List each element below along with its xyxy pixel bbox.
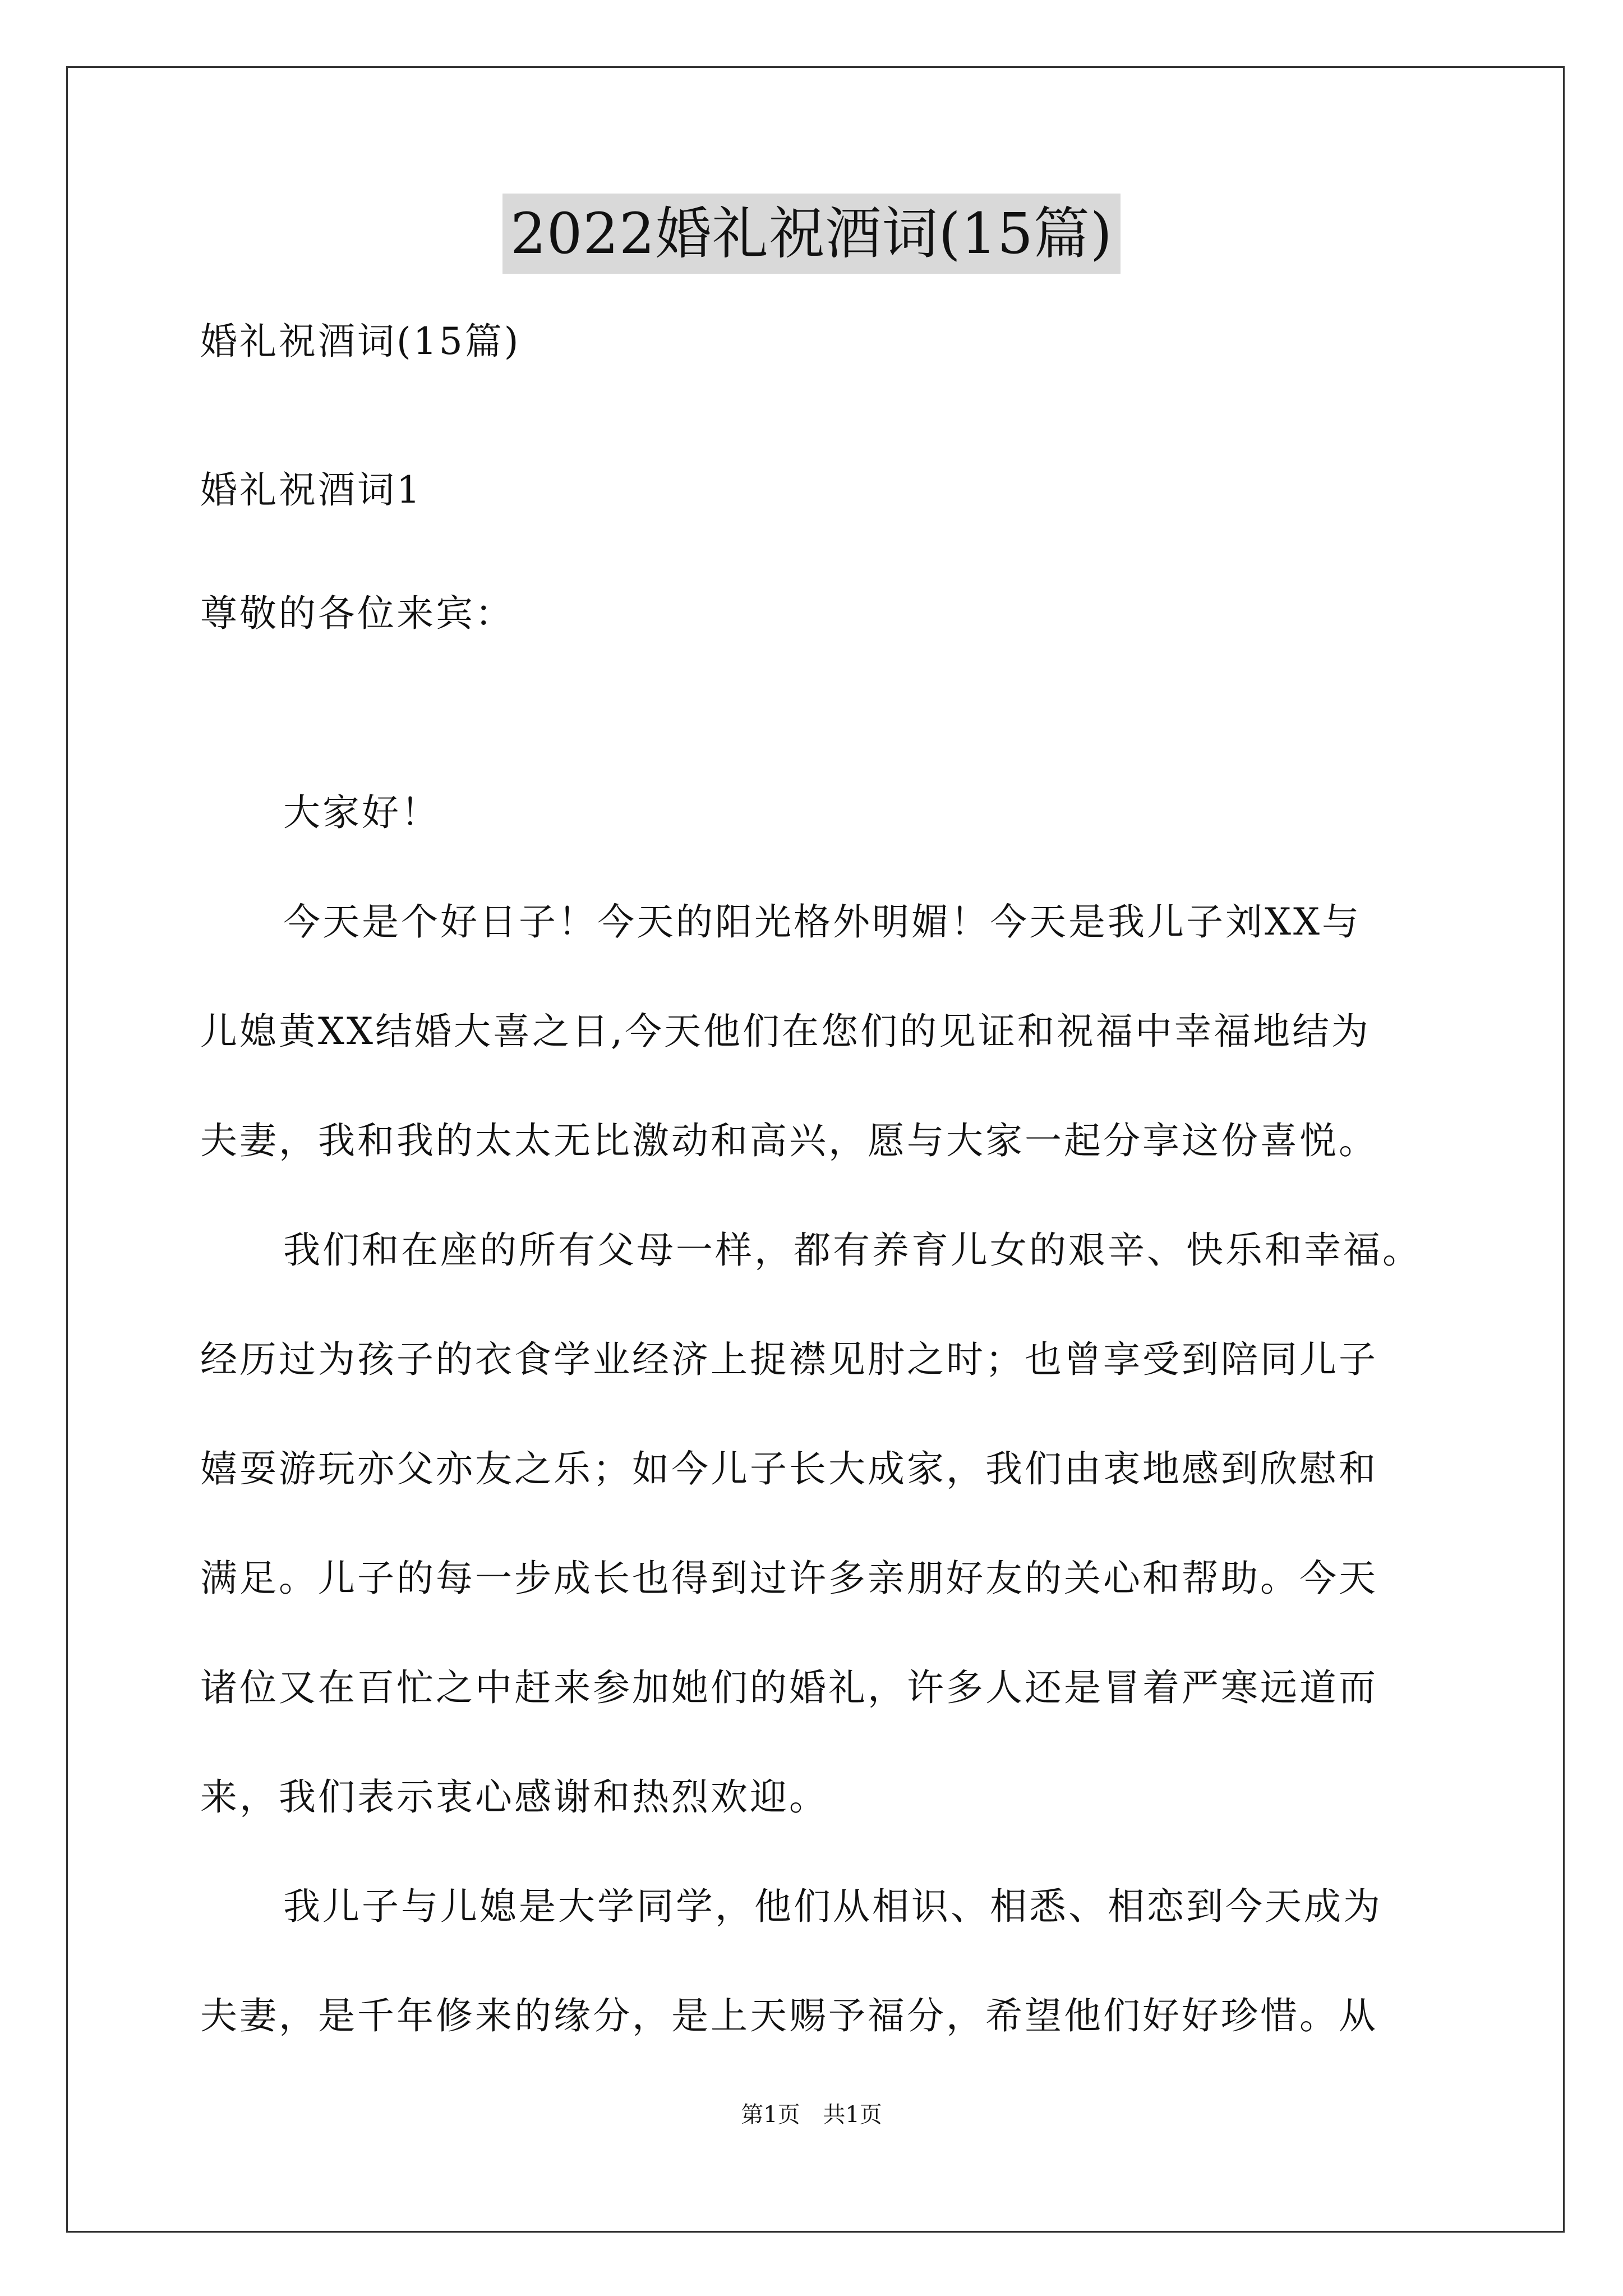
page-total: 共1页 [823, 2102, 882, 2128]
page-number: 第1页 [741, 2102, 800, 2128]
title-container [0, 194, 1623, 274]
text-line: 婚礼祝酒词1 [200, 468, 422, 512]
paragraph-first-line: 今天是个好日子！今天的阳光格外明媚！今天是我儿子刘XX与 [283, 900, 1361, 944]
paragraph-first-line: 大家好！ [283, 791, 440, 834]
document-title: 2022婚礼祝酒词(15篇) [502, 194, 1121, 274]
text-line: 儿媳黄XX结婚大喜之日,今天他们在您们的见证和祝福中幸福地结为 [200, 1010, 1371, 1053]
page-footer [0, 2097, 1623, 2129]
text-line: 来，我们表示衷心感谢和热烈欢迎。 [200, 1775, 828, 1819]
text-line: 满足。儿子的每一步成长也得到过许多亲朋好友的关心和帮助。今天 [200, 1557, 1378, 1600]
text-line: 诸位又在百忙之中赶来参加她们的婚礼，许多人还是冒着严寒远道而 [200, 1666, 1378, 1709]
paragraph-first-line: 我儿子与儿媳是大学同学，他们从相识、相悉、相恋到今天成为 [283, 1885, 1382, 1928]
text-line: 夫妻，是千年修来的缘分，是上天赐予福分，希望他们好好珍惜。从 [200, 1994, 1378, 2037]
text-line: 经历过为孩子的衣食学业经济上捉襟见肘之时；也曾享受到陪同儿子 [200, 1338, 1378, 1381]
text-line: 尊敬的各位来宾： [200, 592, 514, 635]
text-line: 婚礼祝酒词(15篇) [200, 320, 521, 363]
text-line: 嬉耍游玩亦父亦友之乐；如今儿子长大成家，我们由衷地感到欣慰和 [200, 1447, 1378, 1490]
paragraph-first-line: 我们和在座的所有父母一样，都有养育儿女的艰辛、快乐和幸福。 [283, 1228, 1422, 1272]
text-line: 夫妻，我和我的太太无比激动和高兴，愿与大家一起分享这份喜悦。 [200, 1119, 1378, 1162]
